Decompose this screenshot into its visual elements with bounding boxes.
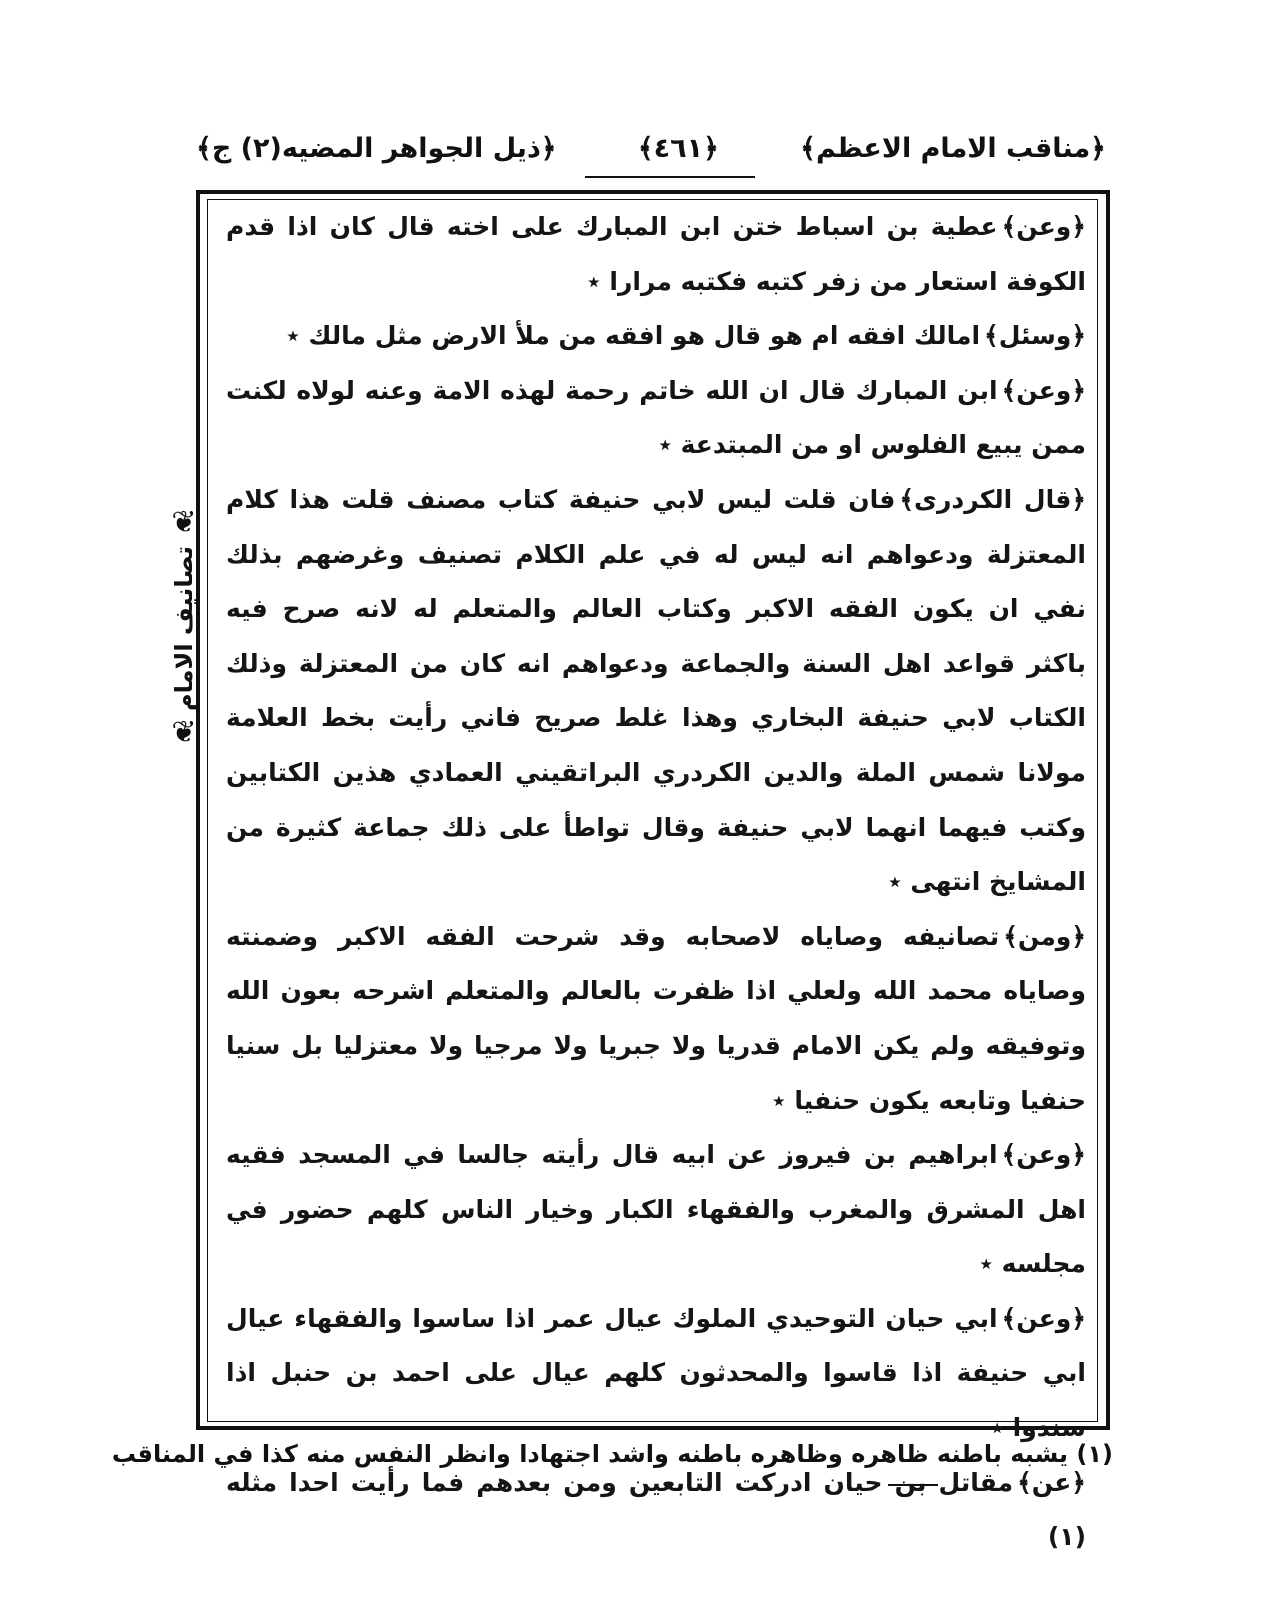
main-text-block	[226, 200, 1086, 1565]
paragraph	[226, 364, 1086, 473]
paragraph	[226, 1292, 1086, 1456]
paragraph-lead: ﴿وعن﴾	[1001, 1303, 1086, 1333]
header-book-title: ﴿مناقب الامام الاعظم﴾	[800, 132, 1106, 164]
paragraph	[226, 910, 1086, 1128]
paragraph-text: ابن المبارك قال ان الله خاتم رحمة لهذه الامة وعنه لولاه لكنت ممن يبيع الفلوس او من المبتدعة ٭	[226, 375, 1086, 460]
margin-note	[158, 505, 210, 750]
page-number: ﴿٤٦١﴾	[637, 132, 719, 164]
paragraph-lead: ﴿وعن﴾	[1001, 212, 1086, 241]
paragraph-lead: ﴿وعن﴾	[1001, 375, 1086, 405]
paragraph-text: فان قلت ليس لابي حنيفة كتاب مصنف قلت هذا كلام المعتزلة ودعواهم انه ليس له في علم الكلام تصنيف وغرضهم بذلك نفي ان يكون الفقه الاكبر وكتاب العالم والمتعلم له لانه صرح فيه باكثر قواعد اهل السنة والجماعة ودعواهم انه كان من المعتزلة وذلك الكتاب لابي حنيفة البخاري وهذا غلط صريح فاني رأيت بخط العلامة مولانا شمس الملة والدين الكردري البراتقيني العمادي هذين الكتابين وكتب فيهما انهما لابي حنيفة وقال تواطأ على ذلك جماعة كثيرة من المشايخ انتهى ٭	[226, 484, 1086, 897]
paragraph-lead: ﴿وعن﴾	[1001, 1140, 1086, 1170]
paragraph-lead: ﴿ومن﴾	[1003, 921, 1086, 951]
paragraph	[226, 1128, 1086, 1292]
paragraph-text: مقاتل بن حيان ادركت التابعين ومن بعدهم فما رأيت احدا مثله (١)	[226, 1467, 1086, 1552]
running-header	[196, 122, 1106, 174]
paragraph	[226, 473, 1086, 910]
paragraph-lead: ﴿عن﴾	[1017, 1467, 1086, 1497]
paragraph	[226, 1456, 1086, 1565]
paragraph	[226, 200, 1086, 309]
paragraph-lead: ﴿قال الكردرى﴾	[899, 484, 1086, 514]
paragraph	[226, 309, 1086, 364]
paragraph-lead: ﴿وسئل﴾	[984, 321, 1086, 351]
ornament-icon: ❦	[171, 505, 197, 540]
paragraph-text: ابراهيم بن فيروز عن ابيه قال رأيته جالسا في المسجد فقيه اهل المشرق والمغرب والفقهاء الكبار وخيار الناس كلهم حضور في مجلسه ٭	[226, 1140, 1086, 1279]
header-volume-title: ﴿ذيل الجواهر المضيه(٢) ج﴾	[196, 132, 557, 164]
header-underline	[585, 176, 755, 178]
ornament-icon: ❦	[171, 714, 197, 750]
paragraph-text: تصانيفه وصاياه لاصحابه وقد شرحت الفقه الاكبر وضمنته وصاياه محمد الله ولعلي اذا ظفرت بالعالم والمتعلم اشرحه بعون الله وتوفيقه ولم يكن الامام قدريا ولا جبريا ولا مرجيا ولا معتزليا بل سنيا حنفيا وتابعه يكون حنفيا ٭	[226, 921, 1086, 1115]
paragraph-text: عطية بن اسباط ختن ابن المبارك على اخته قال كان اذا قدم الكوفة استعار من زفر كتبه فكتبه مرارا ٭	[226, 212, 1086, 296]
paragraph-text: امالك افقه ام هو قال هو افقه من ملأ الارض مثل مالك ٭	[286, 321, 981, 351]
footnote-underline	[888, 1484, 938, 1486]
paragraph-text: ابي حيان التوحيدي الملوك عيال عمر اذا ساسوا والفقهاء عيال ابي حنيفة اذا قاسوا والمحدثون كلهم عيال على احمد بن حنبل اذا سندوا ٭	[226, 1303, 1086, 1443]
footnote: (١) يشبه باطنه ظاهره وظاهره باطنه واشد اجتهادا وانظر النفس منه كذا في المناقب	[111, 1440, 1113, 1468]
margin-note-text: تصانيف الامام	[170, 545, 198, 711]
